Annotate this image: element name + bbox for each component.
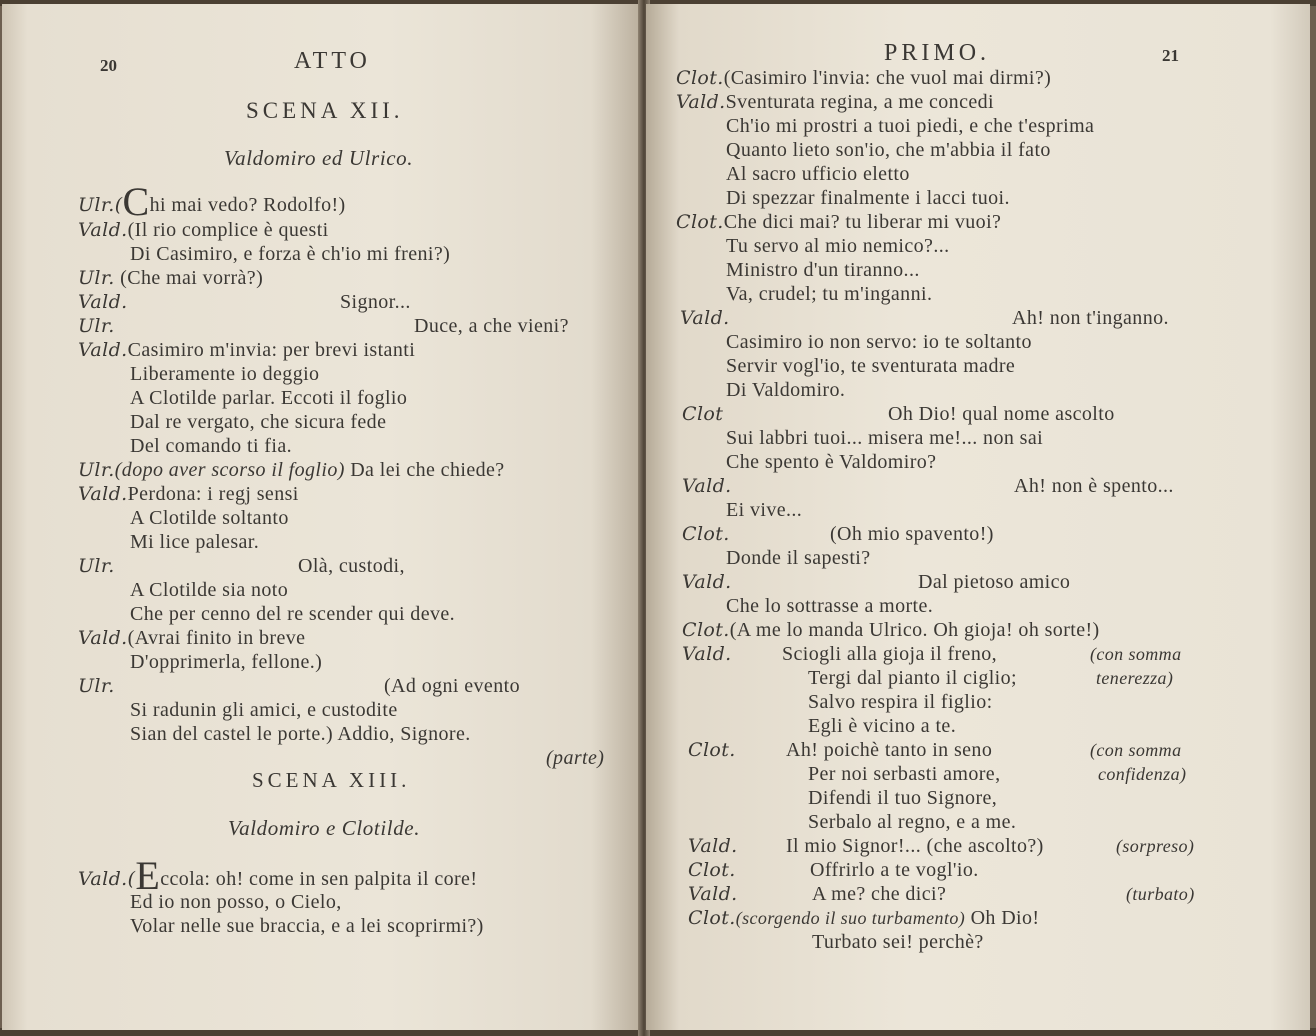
dialogue-line: Vald.Perdona: i regj sensi <box>78 483 299 505</box>
dialogue-line: Ch'io mi prostri a tuoi piedi, e che t'esprima <box>726 115 1095 137</box>
dialogue-line: Che lo sottrasse a morte. <box>726 595 934 617</box>
dialogue-line: Clot. (Oh mio spavento!) <box>682 523 994 545</box>
left-page <box>2 4 642 1030</box>
dialogue-line: Casimiro io non servo: io te soltanto <box>726 331 1032 353</box>
dialogue-line: Sui labbri tuoi... misera me!... non sai <box>726 427 1044 449</box>
scene-title: SCENA XIII. <box>252 768 411 792</box>
dialogue-line: Tergi dal pianto il ciglio; tenerezza) <box>808 667 1174 689</box>
dialogue-line: Vald.(Avrai finito in breve <box>78 627 306 649</box>
dialogue-line: Clot. Offrirlo a te vogl'io. <box>688 859 979 881</box>
scene-characters: Valdomiro e Clotilde. <box>228 816 421 840</box>
dialogue-line: Di Valdomiro. <box>726 379 846 401</box>
dialogue-line: Vald. Ah! non t'inganno. <box>680 307 1169 329</box>
dialogue-line: Vald. Sciogli alla gioja il freno, (con somma <box>682 643 1182 665</box>
dialogue-line: Clot.(A me lo manda Ulrico. Oh gioja! oh sorte!) <box>682 619 1100 641</box>
dialogue-line: Dal re vergato, che sicura fede <box>130 411 387 433</box>
dialogue-line: Vald.(Il rio complice è questi <box>78 219 329 241</box>
dialogue-line: Clot Oh Dio! qual nome ascolto <box>682 403 1115 425</box>
dialogue-line: Vald. Signor... <box>78 291 411 313</box>
dialogue-line: Sian del castel le porte.) Addio, Signore. <box>130 723 471 745</box>
dialogue-line: Clot.Che dici mai? tu liberar mi vuoi? <box>676 211 1002 233</box>
dialogue-line: Si radunin gli amici, e custodite <box>130 699 398 721</box>
dialogue-line: Clot. Ah! poichè tanto in seno (con somma <box>688 739 1182 761</box>
page-number: 20 <box>100 56 117 75</box>
dialogue-line: Ministro d'un tiranno... <box>726 259 920 281</box>
dialogue-line: Per noi serbasti amore, confidenza) <box>808 763 1187 785</box>
scene-characters: Valdomiro ed Ulrico. <box>224 146 414 170</box>
dialogue-line: Mi lice palesar. <box>130 531 260 553</box>
dialogue-line: Tu servo al mio nemico?... <box>726 235 950 257</box>
stage-direction: (parte) <box>546 747 605 769</box>
dialogue-line: Egli è vicino a te. <box>808 715 957 737</box>
dialogue-line: Donde il sapesti? <box>726 547 871 569</box>
dialogue-line: Vald. Il mio Signor!... (che ascolto?) (sorpreso) <box>688 835 1195 857</box>
dialogue-line: Servir vogl'io, te sventurata madre <box>726 355 1016 377</box>
dialogue-line: Quanto lieto son'io, che m'abbia il fato <box>726 139 1051 161</box>
dialogue-line: Ulr. Duce, a che vieni? <box>78 315 569 337</box>
dialogue-line: Che spento è Valdomiro? <box>726 451 937 473</box>
dialogue-line: Vald.Sventurata regina, a me concedi <box>676 91 994 113</box>
dialogue-line: Del comando ti fia. <box>130 435 292 457</box>
dialogue-line: Volar nelle sue braccia, e a lei scoprirmi?) <box>130 915 484 937</box>
dialogue-line: Difendi il tuo Signore, <box>808 787 998 809</box>
running-head: ATTO <box>294 48 371 74</box>
dialogue-line: Che per cenno del re scender qui deve. <box>130 603 456 625</box>
dialogue-line: Liberamente io deggio <box>130 363 320 385</box>
dialogue-line: Serbalo al regno, e a me. <box>808 811 1017 833</box>
dialogue-line: Vald. Dal pietoso amico <box>682 571 1071 593</box>
dialogue-line: Ulr.(dopo aver scorso il foglio) Da lei che chiede? <box>78 459 505 481</box>
dialogue-line: Vald. A me? che dici? (turbato) <box>688 883 1195 905</box>
dialogue-line: Salvo respira il figlio: <box>808 691 993 713</box>
dialogue-line: Vald. Ah! non è spento... <box>682 475 1174 497</box>
dialogue-line: Ulr.(Chi mai vedo? Rodolfo!) <box>78 179 346 224</box>
dialogue-line: Va, crudel; tu m'inganni. <box>726 283 933 305</box>
dialogue-line: Turbato sei! perchè? <box>812 931 984 953</box>
dialogue-line: Ulr. Olà, custodi, <box>78 555 405 577</box>
right-page <box>646 4 1310 1030</box>
dialogue-line: A Clotilde sia noto <box>130 579 289 601</box>
dialogue-line: Ulr. (Ad ogni evento <box>78 675 520 697</box>
dialogue-line: Ed io non posso, o Cielo, <box>130 891 342 913</box>
dialogue-line: D'opprimerla, fellone.) <box>130 651 323 673</box>
dialogue-line: A Clotilde parlar. Eccoti il foglio <box>130 387 408 409</box>
dialogue-line: Clot.(scorgendo il suo turbamento) Oh Dio! <box>688 907 1040 929</box>
scene-title: SCENA XII. <box>246 98 404 123</box>
dialogue-line: Di spezzar finalmente i lacci tuoi. <box>726 187 1010 209</box>
dialogue-line: Al sacro ufficio eletto <box>726 163 910 185</box>
dialogue-line: A Clotilde soltanto <box>130 507 289 529</box>
dialogue-line: Clot.(Casimiro l'invia: che vuol mai dirmi?) <box>676 67 1052 89</box>
dialogue-line: Di Casimiro, e forza è ch'io mi freni?) <box>130 243 451 265</box>
page-number: 21 <box>1162 46 1179 65</box>
dialogue-line: Vald.(Eccola: oh! come in sen palpita il core! <box>78 853 478 898</box>
dialogue-line: Vald.Casimiro m'invia: per brevi istanti <box>78 339 416 361</box>
running-head: PRIMO. <box>884 40 991 66</box>
dialogue-line: Ulr. (Che mai vorrà?) <box>78 267 264 289</box>
dialogue-line: Ei vive... <box>726 499 803 521</box>
